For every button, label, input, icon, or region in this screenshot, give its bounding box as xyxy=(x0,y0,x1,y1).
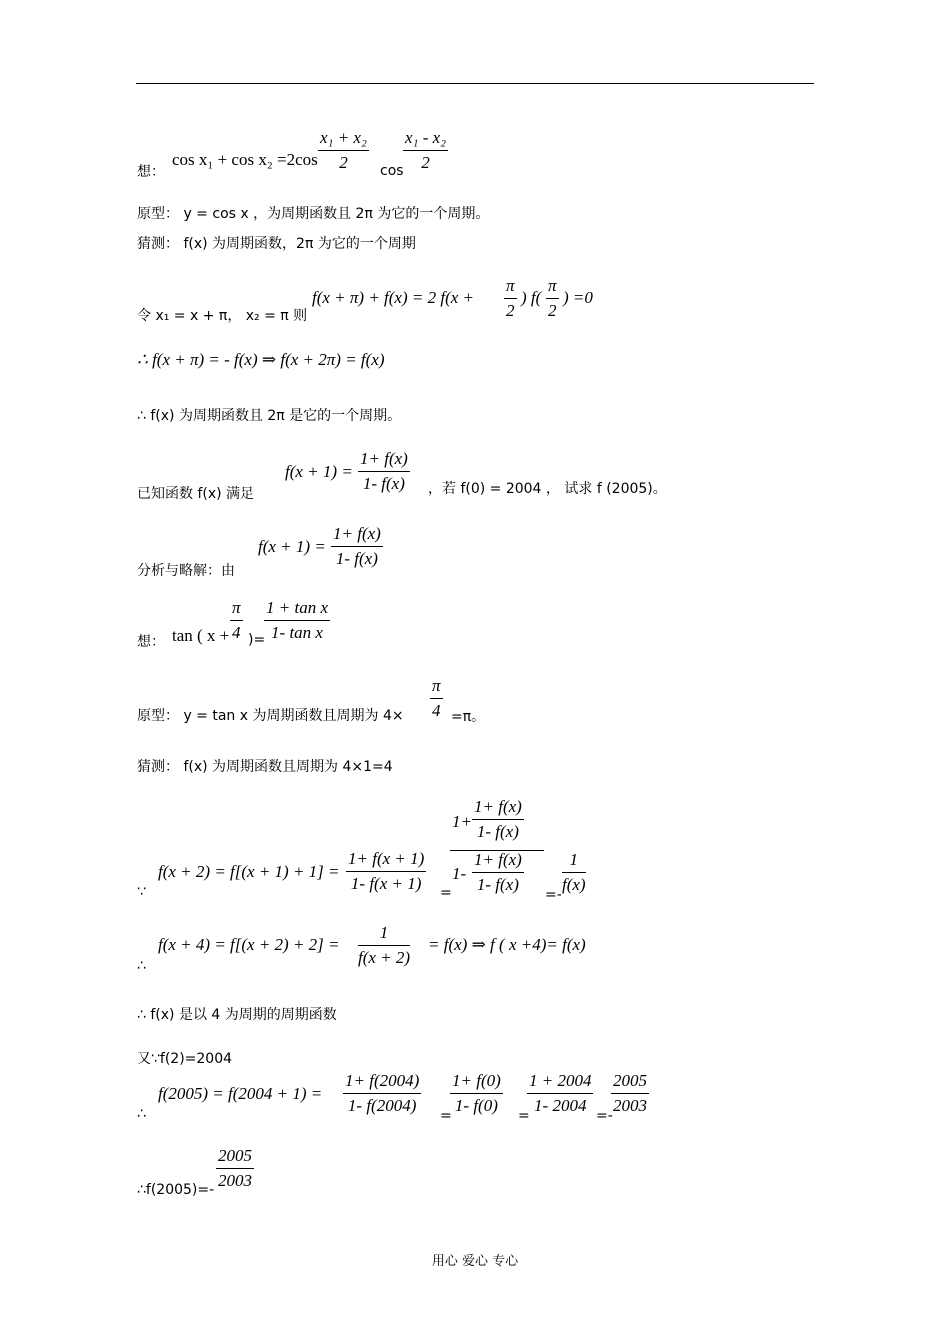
formula: ) f( xyxy=(521,288,542,307)
fraction: 2005 2003 xyxy=(218,1146,252,1190)
line-conclusion-2pi: ∴ f(x) 为周期函数且 2π 是它的一个周期。 xyxy=(137,408,402,424)
formula: f(x + π) + f(x) = 2 f(x + xyxy=(312,288,475,307)
fraction: 1+ f(x + 1) 1- f(x + 1) xyxy=(348,849,425,893)
formula: f(2005) = f(2004 + 1) = xyxy=(158,1084,323,1103)
fraction: π 2 xyxy=(548,276,557,320)
fraction: 1 + 2004 1- 2004 xyxy=(529,1071,592,1115)
fraction: x₁ + x₂ 2 xyxy=(320,128,367,172)
equals: = xyxy=(440,885,452,901)
formula: f(x + 1) = xyxy=(258,537,326,556)
line-period-4-conclusion: ∴ f(x) 是以 4 为周期的周期函数 xyxy=(137,1007,337,1023)
line-prefix: 想： xyxy=(137,164,165,180)
line-prototype-cos: 原型： y = cos x ，为周期函数且 2π 为它的一个周期。 xyxy=(137,206,490,222)
fraction: π 2 xyxy=(506,276,515,320)
formula: f(x + 2) = f[(x + 1) + 1] = xyxy=(158,862,340,881)
line-f2-value: 又∵f(2)=2004 xyxy=(137,1051,233,1067)
header-rule xyxy=(136,83,814,84)
line-prefix: ∴ xyxy=(137,958,146,974)
equals: =- xyxy=(596,1108,613,1124)
fraction: 1+ f(x) 1- f(x) xyxy=(474,850,522,894)
equals: = xyxy=(518,1108,530,1124)
line-prefix: 分析与略解：由 xyxy=(137,563,235,579)
line-prefix: 已知函数 f(x) 满足 xyxy=(137,486,255,502)
formula: )= xyxy=(248,632,266,648)
formula: f(x + 4) = f[(x + 2) + 2] = xyxy=(158,935,340,954)
cos-label: cos xyxy=(380,163,404,179)
problem-tail: ，若 f(0) = 2004 ， 试求 f (2005)。 xyxy=(428,481,667,497)
line-implication: ∴ f(x + π) = - f(x) ⇒ f(x + 2π) = f(x) xyxy=(137,350,385,369)
fraction: 1+ f(x) 1- f(x) xyxy=(474,797,522,841)
fraction: x₁ - x₂ 2 xyxy=(405,128,447,172)
line-prefix: 令 x₁ = x + π， x₂ = π 则 xyxy=(137,308,308,324)
formula: = f(x) ⇒ f ( x +4)= f(x) xyxy=(428,935,586,954)
nested-top-label: 1+ xyxy=(452,812,472,831)
fraction: π 4 xyxy=(432,676,441,720)
fraction: 2005 2003 xyxy=(613,1071,647,1115)
formula: f(x + 1) = xyxy=(285,462,353,481)
fraction: 1 + tan x 1- tan x xyxy=(266,598,328,642)
formula: cos x₁ + cos x₂ =2cos xyxy=(172,150,318,169)
fraction: 1+ f(x) 1- f(x) xyxy=(360,449,408,493)
fraction: π 4 xyxy=(232,598,241,642)
formula: tan ( x + xyxy=(172,626,230,645)
formula: ) =0 xyxy=(563,288,593,307)
fraction: 1 f(x + 2) xyxy=(358,923,411,967)
fraction: 1+ f(x) 1- f(x) xyxy=(333,524,381,568)
equals: = xyxy=(440,1108,452,1124)
line-guess-period: 猜测： f(x) 为周期函数，2π 为它的一个周期 xyxy=(137,236,416,252)
line-prefix: ∴ xyxy=(137,1106,146,1122)
line-guess-period-4: 猜测： f(x) 为周期函数且周期为 4×1=4 xyxy=(137,759,393,775)
nested-bottom-label: 1- xyxy=(452,864,467,883)
line-prefix: 原型： y = tan x 为周期函数且周期为 4× xyxy=(137,708,404,724)
fraction: 1+ f(0) 1- f(0) xyxy=(452,1071,501,1115)
page-footer: 用心 爱心 专心 xyxy=(431,1254,519,1269)
line-prefix: 想： xyxy=(137,634,165,650)
line-tail: =π。 xyxy=(451,709,486,725)
equals: =- xyxy=(545,887,562,903)
fraction: 1 f(x) xyxy=(562,850,586,894)
line-prefix: ∴f(2005)=- xyxy=(137,1182,215,1198)
fraction: 1+ f(2004) 1- f(2004) xyxy=(345,1071,420,1115)
line-prefix: ∵ xyxy=(137,884,146,900)
